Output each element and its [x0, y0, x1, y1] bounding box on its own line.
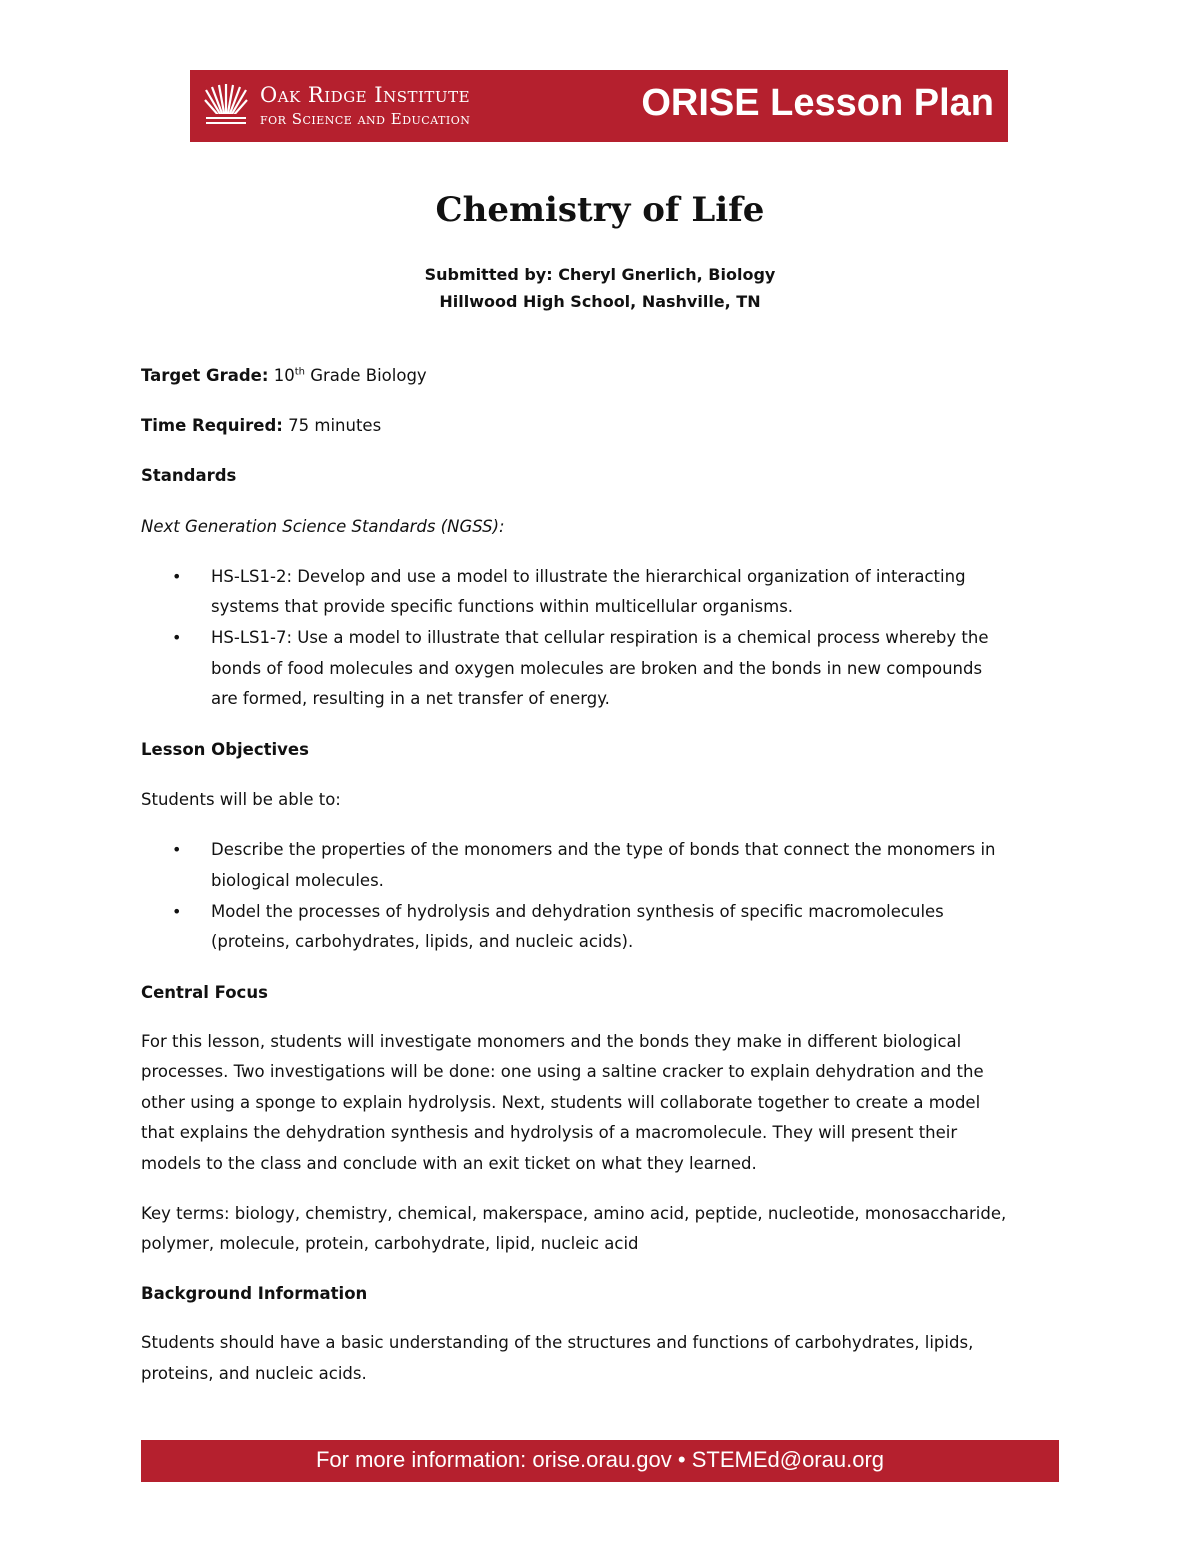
standard-item-2-line-1: HS-LS1-7: Use a model to illustrate that cellular respiration is a chemical process whereby the	[211, 628, 989, 647]
key-terms-line-2: polymer, molecule, protein, carbohydrate, lipid, nucleic acid	[141, 1234, 639, 1253]
objective-item-2-line-2: (proteins, carbohydrates, lipids, and nucleic acids).	[211, 932, 634, 951]
school: Hillwood High School, Nashville, TN	[439, 292, 761, 311]
header-banner	[190, 70, 1008, 142]
target-grade	[141, 366, 427, 385]
central-focus-line-2: processes. Two investigations will be done: one using a saltine cracker to explain dehydration and the	[141, 1062, 984, 1081]
standard-item-1-line-2: systems that provide specific functions within multicellular organisms.	[211, 597, 794, 616]
bullet-icon: •	[172, 840, 182, 859]
standard-item-2-line-3: are formed, resulting in a net transfer of energy.	[211, 689, 610, 708]
bullet-icon: •	[172, 902, 182, 921]
footer-banner	[141, 1440, 1059, 1482]
central-focus-heading: Central Focus	[141, 983, 268, 1002]
footer-contact-text: For more information: orise.orau.gov • STEMEd@orau.org	[315, 1447, 885, 1472]
background-heading: Background Information	[141, 1284, 368, 1303]
central-focus-line-4: that explains the dehydration synthesis and hydrolysis of a macromolecule. They will present their	[141, 1123, 958, 1142]
page-title: Chemistry of Life	[435, 190, 765, 230]
target-grade-suffix: Grade Biology	[304, 366, 427, 385]
time-required-value: 75 minutes	[282, 416, 382, 435]
background-line-1: Students should have a basic understanding of the structures and functions of carbohydrates, lipids,	[141, 1333, 974, 1352]
orise-sunburst-logo-icon	[204, 84, 248, 128]
time-required	[141, 416, 381, 435]
central-focus-line-1: For this lesson, students will investigate monomers and the bonds they make in different biological	[141, 1032, 962, 1051]
objective-item-1-line-2: biological molecules.	[211, 871, 384, 890]
objective-item-1-line-1: Describe the properties of the monomers and the type of bonds that connect the monomers in	[211, 840, 996, 859]
central-focus-line-3: other using a sponge to explain hydrolysis. Next, students will collaborate together to create a model	[141, 1093, 981, 1112]
standard-item-2-line-2: bonds of food molecules and oxygen molecules are broken and the bonds in new compounds	[211, 659, 983, 678]
standards-heading: Standards	[141, 466, 237, 485]
background-line-2: proteins, and nucleic acids.	[141, 1364, 367, 1383]
org-name-line-2: for Science and Education	[260, 110, 471, 128]
central-focus-line-5: models to the class and conclude with an exit ticket on what they learned.	[141, 1154, 757, 1173]
time-required-label: Time Required:	[141, 416, 283, 435]
target-grade-value: 10	[268, 366, 295, 385]
target-grade-label: Target Grade:	[141, 366, 269, 385]
bullet-icon: •	[172, 628, 182, 647]
key-terms-line-1: Key terms: biology, chemistry, chemical, makerspace, amino acid, peptide, nucleotide, monosaccharide,	[141, 1204, 1007, 1223]
org-name-line-1: Oak Ridge Institute	[260, 83, 471, 107]
submitted-by: Submitted by: Cheryl Gnerlich, Biology	[424, 265, 776, 284]
objective-item-2-line-1: Model the processes of hydrolysis and dehydration synthesis of specific macromolecules	[211, 902, 944, 921]
objectives-intro: Students will be able to:	[141, 790, 341, 809]
standard-item-1-line-1: HS-LS1-2: Develop and use a model to illustrate the hierarchical organization of interacting	[211, 567, 966, 586]
target-grade-sup: th	[294, 366, 305, 378]
ngss-subheading: Next Generation Science Standards (NGSS):	[141, 517, 505, 536]
bullet-icon: •	[172, 567, 182, 586]
objectives-heading: Lesson Objectives	[141, 740, 309, 759]
banner-title: ORISE Lesson Plan	[641, 82, 994, 124]
